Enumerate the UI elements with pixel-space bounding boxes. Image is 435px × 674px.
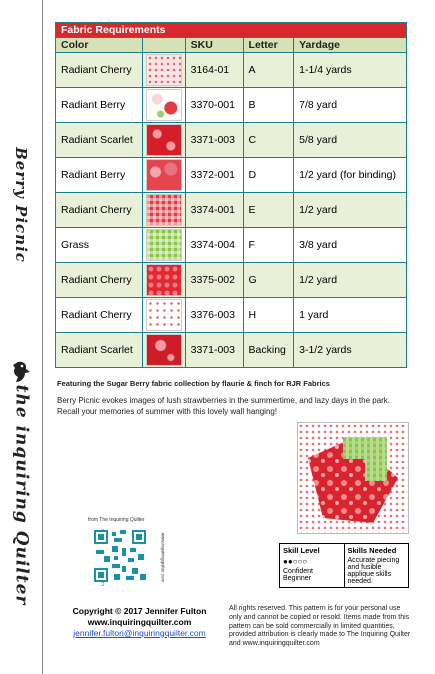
header-swatch [142, 38, 185, 53]
cell-letter: D [243, 158, 294, 193]
cell-swatch [142, 228, 185, 263]
table-row [56, 88, 407, 123]
cell-swatch [142, 88, 185, 123]
table-header-row [56, 38, 407, 53]
cell-sku: 3372-001 [185, 158, 243, 193]
cell-letter: G [243, 263, 294, 298]
cell-color: Grass [56, 228, 143, 263]
header-yardage: Yardage [294, 38, 407, 53]
sidebar-title: Berry Picnic [12, 147, 31, 263]
featuring-line: Featuring the Sugar Berry fabric collection by flaurie & finch for RJR Fabrics [57, 379, 330, 388]
cell-yardage: 5/8 yard [294, 123, 407, 158]
qr-right-text: www.inquiringquilter.com [160, 532, 166, 583]
cell-sku: 3370-001 [185, 88, 243, 123]
table-row [56, 263, 407, 298]
table-row [56, 228, 407, 263]
copyright-line: Copyright © 2017 Jennifer Fulton [72, 606, 207, 616]
qr-top-text: from The Inquiring Quilter [88, 517, 145, 523]
table-row [56, 123, 407, 158]
cell-sku: 3374-001 [185, 193, 243, 228]
table-title-row [56, 23, 407, 38]
table-row [56, 193, 407, 228]
qr-code-icon[interactable] [94, 530, 146, 582]
fabric-swatch [146, 299, 182, 331]
website-link[interactable]: www.inquiringquilter.com [87, 617, 192, 627]
header-letter: Letter [243, 38, 294, 53]
fabric-swatch [146, 229, 182, 261]
fabric-swatch [146, 124, 182, 156]
cell-yardage: 3-1/2 yards [294, 333, 407, 368]
skills-needed-label: Skills Needed [347, 546, 397, 555]
table-row [56, 333, 407, 368]
fabric-swatch [146, 194, 182, 226]
sidebar-divider [42, 0, 43, 674]
cell-sku: 3164-01 [185, 53, 243, 88]
header-sku: SKU [185, 38, 243, 53]
cell-letter: A [243, 53, 294, 88]
cell-color: Radiant Cherry [56, 298, 143, 333]
email-link[interactable]: jennifer.fulton@inquiringquilter.com [73, 628, 206, 638]
quilt-block-image [297, 422, 409, 534]
fabric-swatch [146, 54, 182, 86]
cell-letter: Backing [243, 333, 294, 368]
fabric-swatch [146, 159, 182, 191]
table-row [56, 53, 407, 88]
copyright-block [52, 606, 227, 639]
strawberry-icon [298, 423, 408, 533]
cell-letter: C [243, 123, 294, 158]
cell-yardage: 7/8 yard [294, 88, 407, 123]
cell-letter: H [243, 298, 294, 333]
fabric-swatch [146, 334, 182, 366]
rights-notice: All rights reserved. This pattern is for your personal use only and cannot be copied or resold. Items made from this pattern can be sold commercially in limited quantities, provided attribution is clearly made to The Inquiring Quilter and www.inquiringquilter.com [229, 605, 411, 648]
cell-color: Radiant Cherry [56, 193, 143, 228]
cell-swatch [142, 333, 185, 368]
cell-color: Radiant Scarlet [56, 333, 143, 368]
bird-icon [12, 360, 32, 384]
cell-color: Radiant Cherry [56, 263, 143, 298]
cell-yardage: 1/2 yard [294, 193, 407, 228]
sidebar-brand: the inquiring Quilter [11, 384, 32, 606]
cell-letter: F [243, 228, 294, 263]
cell-yardage: 1/2 yard [294, 263, 407, 298]
cell-yardage: 3/8 yard [294, 228, 407, 263]
skills-box [279, 543, 409, 588]
cell-color: Radiant Cherry [56, 53, 143, 88]
skill-level-label: Skill Level [283, 546, 320, 555]
cell-sku: 3374-004 [185, 228, 243, 263]
fabric-swatch [146, 89, 182, 121]
cell-swatch [142, 193, 185, 228]
cell-sku: 3376-003 [185, 298, 243, 333]
cell-swatch [142, 123, 185, 158]
cell-color: Radiant Berry [56, 88, 143, 123]
cell-yardage: 1 yard [294, 298, 407, 333]
cell-yardage: 1-1/4 yards [294, 53, 407, 88]
header-color: Color [56, 38, 143, 53]
cell-sku: 3371-003 [185, 333, 243, 368]
cell-color: Radiant Berry [56, 158, 143, 193]
cell-swatch [142, 298, 185, 333]
cell-color: Radiant Scarlet [56, 123, 143, 158]
table-row [56, 298, 407, 333]
cell-letter: E [243, 193, 294, 228]
cell-sku: 3371-003 [185, 123, 243, 158]
cell-yardage: 1/2 yard (for binding) [294, 158, 407, 193]
cell-swatch [142, 158, 185, 193]
skills-needed-value: Accurate piecing and fusible applique skills needed. [347, 557, 400, 585]
cell-sku: 3375-002 [185, 263, 243, 298]
fabric-requirements-table [55, 22, 407, 368]
skill-level-cell [280, 544, 345, 588]
cell-swatch [142, 263, 185, 298]
table-row [56, 158, 407, 193]
cell-letter: B [243, 88, 294, 123]
description: Berry Picnic evokes images of lush strawberries in the summertime, and lazy days in the park. Recall your memories of summer with this lovely wall hanging! [57, 396, 391, 416]
skills-needed-cell [344, 544, 409, 588]
skill-level-value: Confident Beginner [283, 568, 313, 582]
table-title: Fabric Requirements [56, 23, 407, 38]
skill-level-dots: ●●○○○ [283, 557, 308, 566]
fabric-swatch [146, 264, 182, 296]
cell-swatch [142, 53, 185, 88]
